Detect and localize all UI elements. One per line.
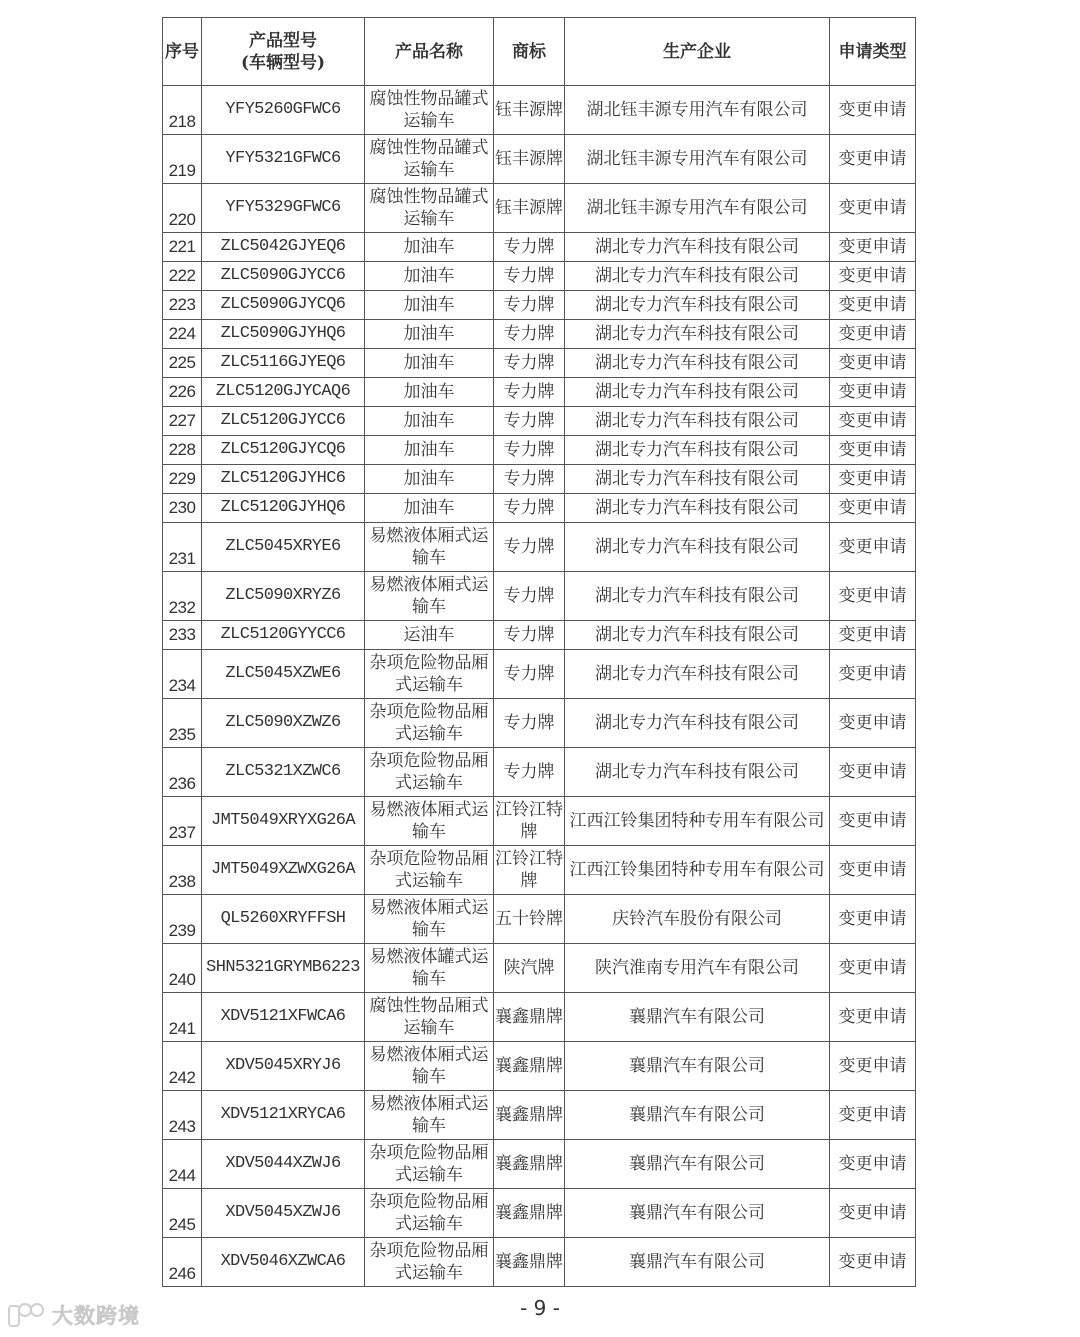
row-model: ZLC5120GJYCC6 — [202, 407, 365, 436]
row-index: 221 — [163, 233, 202, 262]
table-row — [163, 233, 916, 262]
table-row — [163, 797, 916, 846]
row-product-name: 易燃液体厢式运输车 — [365, 895, 494, 944]
row-brand: 专力牌 — [494, 349, 565, 378]
row-application-type: 变更申请 — [830, 378, 916, 407]
table-row — [163, 572, 916, 621]
row-company: 襄鼎汽车有限公司 — [565, 1091, 830, 1140]
row-index: 229 — [163, 465, 202, 494]
row-model: ZLC5090GJYCC6 — [202, 262, 365, 291]
row-application-type: 变更申请 — [830, 291, 916, 320]
row-application-type: 变更申请 — [830, 1189, 916, 1238]
row-application-type: 变更申请 — [830, 184, 916, 233]
row-company: 湖北钰丰源专用汽车有限公司 — [565, 184, 830, 233]
table-row — [163, 846, 916, 895]
row-application-type: 变更申请 — [830, 650, 916, 699]
row-company: 陕汽淮南专用汽车有限公司 — [565, 944, 830, 993]
row-model: SHN5321GRYMB6223 — [202, 944, 365, 993]
row-company: 湖北专力汽车科技有限公司 — [565, 465, 830, 494]
row-product-name: 加油车 — [365, 407, 494, 436]
row-company: 湖北专力汽车科技有限公司 — [565, 699, 830, 748]
row-product-name: 杂项危险物品厢式运输车 — [365, 699, 494, 748]
row-application-type: 变更申请 — [830, 494, 916, 523]
row-product-name: 易燃液体厢式运输车 — [365, 523, 494, 572]
row-index: 232 — [163, 572, 202, 621]
row-index: 227 — [163, 407, 202, 436]
row-index: 236 — [163, 748, 202, 797]
row-company: 湖北钰丰源专用汽车有限公司 — [565, 86, 830, 135]
row-company: 湖北专力汽车科技有限公司 — [565, 262, 830, 291]
row-application-type: 变更申请 — [830, 572, 916, 621]
watermark-text: 大数跨境 — [52, 1304, 140, 1328]
row-company: 襄鼎汽车有限公司 — [565, 993, 830, 1042]
table-header-row — [163, 18, 916, 86]
row-product-name: 易燃液体厢式运输车 — [365, 1042, 494, 1091]
row-company: 湖北专力汽车科技有限公司 — [565, 378, 830, 407]
row-brand: 襄鑫鼎牌 — [494, 1140, 565, 1189]
table-row — [163, 135, 916, 184]
row-product-name: 易燃液体厢式运输车 — [365, 572, 494, 621]
row-index: 235 — [163, 699, 202, 748]
row-product-name: 加油车 — [365, 378, 494, 407]
row-brand: 专力牌 — [494, 748, 565, 797]
row-index: 245 — [163, 1189, 202, 1238]
row-product-name: 加油车 — [365, 233, 494, 262]
row-model: XDV5046XZWCA6 — [202, 1238, 365, 1287]
row-company: 湖北专力汽车科技有限公司 — [565, 233, 830, 262]
row-product-name: 腐蚀性物品罐式运输车 — [365, 135, 494, 184]
row-application-type: 变更申请 — [830, 1091, 916, 1140]
table-row — [163, 465, 916, 494]
row-model: ZLC5321XZWC6 — [202, 748, 365, 797]
row-brand: 专力牌 — [494, 233, 565, 262]
row-model: JMT5049XZWXG26A — [202, 846, 365, 895]
row-brand: 陕汽牌 — [494, 944, 565, 993]
row-brand: 专力牌 — [494, 291, 565, 320]
row-product-name: 加油车 — [365, 320, 494, 349]
row-model: ZLC5120GYYCC6 — [202, 621, 365, 650]
table-row — [163, 494, 916, 523]
row-brand: 五十铃牌 — [494, 895, 565, 944]
table-row — [163, 699, 916, 748]
header-model-line1: 产品型号 — [249, 30, 317, 51]
row-model: QL5260XRYFFSH — [202, 895, 365, 944]
row-index: 238 — [163, 846, 202, 895]
row-model: XDV5121XFWCA6 — [202, 993, 365, 1042]
row-company: 湖北专力汽车科技有限公司 — [565, 407, 830, 436]
row-model: YFY5260GFWC6 — [202, 86, 365, 135]
row-company: 湖北专力汽车科技有限公司 — [565, 291, 830, 320]
row-product-name: 杂项危险物品厢式运输车 — [365, 1238, 494, 1287]
row-company: 湖北专力汽车科技有限公司 — [565, 494, 830, 523]
row-product-name: 易燃液体厢式运输车 — [365, 1091, 494, 1140]
row-product-name: 易燃液体厢式运输车 — [365, 797, 494, 846]
header-model — [202, 18, 365, 86]
row-company: 湖北钰丰源专用汽车有限公司 — [565, 135, 830, 184]
table-row — [163, 1238, 916, 1287]
header-name: 产品名称 — [365, 18, 494, 86]
table-row — [163, 523, 916, 572]
row-model: ZLC5045XRYE6 — [202, 523, 365, 572]
row-index: 219 — [163, 135, 202, 184]
row-model: ZLC5116GJYEQ6 — [202, 349, 365, 378]
row-index: 228 — [163, 436, 202, 465]
row-product-name: 加油车 — [365, 465, 494, 494]
row-brand: 钰丰源牌 — [494, 184, 565, 233]
row-product-name: 杂项危险物品厢式运输车 — [365, 1189, 494, 1238]
row-application-type: 变更申请 — [830, 944, 916, 993]
row-company: 庆铃汽车股份有限公司 — [565, 895, 830, 944]
row-product-name: 腐蚀性物品厢式运输车 — [365, 993, 494, 1042]
row-product-name: 易燃液体罐式运输车 — [365, 944, 494, 993]
row-application-type: 变更申请 — [830, 465, 916, 494]
row-brand: 钰丰源牌 — [494, 86, 565, 135]
row-index: 231 — [163, 523, 202, 572]
table-row — [163, 1140, 916, 1189]
row-application-type: 变更申请 — [830, 748, 916, 797]
table-row — [163, 436, 916, 465]
row-application-type: 变更申请 — [830, 262, 916, 291]
header-company: 生产企业 — [565, 18, 830, 86]
row-company: 湖北专力汽车科技有限公司 — [565, 650, 830, 699]
row-application-type: 变更申请 — [830, 86, 916, 135]
row-application-type: 变更申请 — [830, 895, 916, 944]
row-product-name: 加油车 — [365, 262, 494, 291]
row-model: YFY5321GFWC6 — [202, 135, 365, 184]
row-application-type: 变更申请 — [830, 233, 916, 262]
table-row — [163, 1091, 916, 1140]
row-model: XDV5045XRYJ6 — [202, 1042, 365, 1091]
table-row — [163, 748, 916, 797]
vehicle-product-table — [162, 17, 916, 1287]
row-brand: 襄鑫鼎牌 — [494, 1042, 565, 1091]
page-number: - 9 - — [520, 1296, 560, 1320]
row-brand: 襄鑫鼎牌 — [494, 1238, 565, 1287]
row-model: XDV5044XZWJ6 — [202, 1140, 365, 1189]
row-product-name: 杂项危险物品厢式运输车 — [365, 748, 494, 797]
header-index: 序号 — [163, 18, 202, 86]
row-application-type: 变更申请 — [830, 1042, 916, 1091]
table-row — [163, 895, 916, 944]
table-body — [163, 86, 916, 1287]
row-brand: 专力牌 — [494, 262, 565, 291]
row-index: 222 — [163, 262, 202, 291]
row-company: 湖北专力汽车科技有限公司 — [565, 349, 830, 378]
row-company: 襄鼎汽车有限公司 — [565, 1189, 830, 1238]
row-application-type: 变更申请 — [830, 846, 916, 895]
row-index: 237 — [163, 797, 202, 846]
table-row — [163, 650, 916, 699]
row-index: 241 — [163, 993, 202, 1042]
table-row — [163, 944, 916, 993]
row-product-name: 加油车 — [365, 291, 494, 320]
row-index: 223 — [163, 291, 202, 320]
row-company: 襄鼎汽车有限公司 — [565, 1140, 830, 1189]
header-type: 申请类型 — [830, 18, 916, 86]
row-company: 湖北专力汽车科技有限公司 — [565, 748, 830, 797]
row-brand: 专力牌 — [494, 407, 565, 436]
row-model: ZLC5120GJYHC6 — [202, 465, 365, 494]
row-index: 225 — [163, 349, 202, 378]
table-row — [163, 378, 916, 407]
row-company: 湖北专力汽车科技有限公司 — [565, 621, 830, 650]
header-model-line2: (车辆型号) — [240, 52, 326, 73]
row-brand: 襄鑫鼎牌 — [494, 993, 565, 1042]
row-model: JMT5049XRYXG26A — [202, 797, 365, 846]
row-application-type: 变更申请 — [830, 135, 916, 184]
row-index: 240 — [163, 944, 202, 993]
table-row — [163, 291, 916, 320]
row-index: 226 — [163, 378, 202, 407]
row-product-name: 加油车 — [365, 494, 494, 523]
row-product-name: 加油车 — [365, 349, 494, 378]
row-product-name: 运油车 — [365, 621, 494, 650]
row-application-type: 变更申请 — [830, 349, 916, 378]
row-application-type: 变更申请 — [830, 320, 916, 349]
row-brand: 襄鑫鼎牌 — [494, 1091, 565, 1140]
row-index: 218 — [163, 86, 202, 135]
row-model: ZLC5120GJYCQ6 — [202, 436, 365, 465]
row-index: 246 — [163, 1238, 202, 1287]
row-model: ZLC5045XZWE6 — [202, 650, 365, 699]
table-row — [163, 993, 916, 1042]
row-index: 220 — [163, 184, 202, 233]
row-model: ZLC5090XZWZ6 — [202, 699, 365, 748]
row-application-type: 变更申请 — [830, 797, 916, 846]
row-application-type: 变更申请 — [830, 621, 916, 650]
row-product-name: 腐蚀性物品罐式运输车 — [365, 184, 494, 233]
row-model: XDV5121XRYCA6 — [202, 1091, 365, 1140]
row-brand: 专力牌 — [494, 621, 565, 650]
table-row — [163, 349, 916, 378]
row-index: 230 — [163, 494, 202, 523]
row-product-name: 加油车 — [365, 436, 494, 465]
row-company: 湖北专力汽车科技有限公司 — [565, 436, 830, 465]
row-application-type: 变更申请 — [830, 407, 916, 436]
row-brand: 江铃江特牌 — [494, 846, 565, 895]
row-brand: 专力牌 — [494, 650, 565, 699]
row-brand: 专力牌 — [494, 572, 565, 621]
row-brand: 江铃江特牌 — [494, 797, 565, 846]
row-company: 湖北专力汽车科技有限公司 — [565, 523, 830, 572]
row-application-type: 变更申请 — [830, 993, 916, 1042]
row-model: ZLC5042GJYEQ6 — [202, 233, 365, 262]
row-model: ZLC5120GJYHQ6 — [202, 494, 365, 523]
table-row — [163, 320, 916, 349]
table-row — [163, 262, 916, 291]
row-company: 湖北专力汽车科技有限公司 — [565, 320, 830, 349]
table-row — [163, 1189, 916, 1238]
row-index: 242 — [163, 1042, 202, 1091]
row-index: 239 — [163, 895, 202, 944]
row-application-type: 变更申请 — [830, 1140, 916, 1189]
row-product-name: 杂项危险物品厢式运输车 — [365, 1140, 494, 1189]
row-application-type: 变更申请 — [830, 699, 916, 748]
row-index: 234 — [163, 650, 202, 699]
row-brand: 专力牌 — [494, 436, 565, 465]
row-model: ZLC5090XRYZ6 — [202, 572, 365, 621]
row-index: 244 — [163, 1140, 202, 1189]
table-row — [163, 407, 916, 436]
row-brand: 钰丰源牌 — [494, 135, 565, 184]
row-model: YFY5329GFWC6 — [202, 184, 365, 233]
row-product-name: 杂项危险物品厢式运输车 — [365, 650, 494, 699]
row-brand: 专力牌 — [494, 320, 565, 349]
row-brand: 专力牌 — [494, 699, 565, 748]
row-product-name: 杂项危险物品厢式运输车 — [365, 846, 494, 895]
row-index: 233 — [163, 621, 202, 650]
table-row — [163, 1042, 916, 1091]
row-model: ZLC5090GJYHQ6 — [202, 320, 365, 349]
row-brand: 专力牌 — [494, 465, 565, 494]
row-model: ZLC5090GJYCQ6 — [202, 291, 365, 320]
row-brand: 专力牌 — [494, 523, 565, 572]
row-company: 襄鼎汽车有限公司 — [565, 1238, 830, 1287]
row-company: 襄鼎汽车有限公司 — [565, 1042, 830, 1091]
row-application-type: 变更申请 — [830, 1238, 916, 1287]
row-company: 江西江铃集团特种专用车有限公司 — [565, 846, 830, 895]
table-row — [163, 621, 916, 650]
row-product-name: 腐蚀性物品罐式运输车 — [365, 86, 494, 135]
row-brand: 专力牌 — [494, 378, 565, 407]
row-company: 湖北专力汽车科技有限公司 — [565, 572, 830, 621]
row-application-type: 变更申请 — [830, 436, 916, 465]
row-index: 224 — [163, 320, 202, 349]
row-model: XDV5045XZWJ6 — [202, 1189, 365, 1238]
table-row — [163, 86, 916, 135]
row-brand: 襄鑫鼎牌 — [494, 1189, 565, 1238]
row-brand: 专力牌 — [494, 494, 565, 523]
row-model: ZLC5120GJYCAQ6 — [202, 378, 365, 407]
table-row — [163, 184, 916, 233]
header-brand: 商标 — [494, 18, 565, 86]
row-index: 243 — [163, 1091, 202, 1140]
row-company: 江西江铃集团特种专用车有限公司 — [565, 797, 830, 846]
row-application-type: 变更申请 — [830, 523, 916, 572]
